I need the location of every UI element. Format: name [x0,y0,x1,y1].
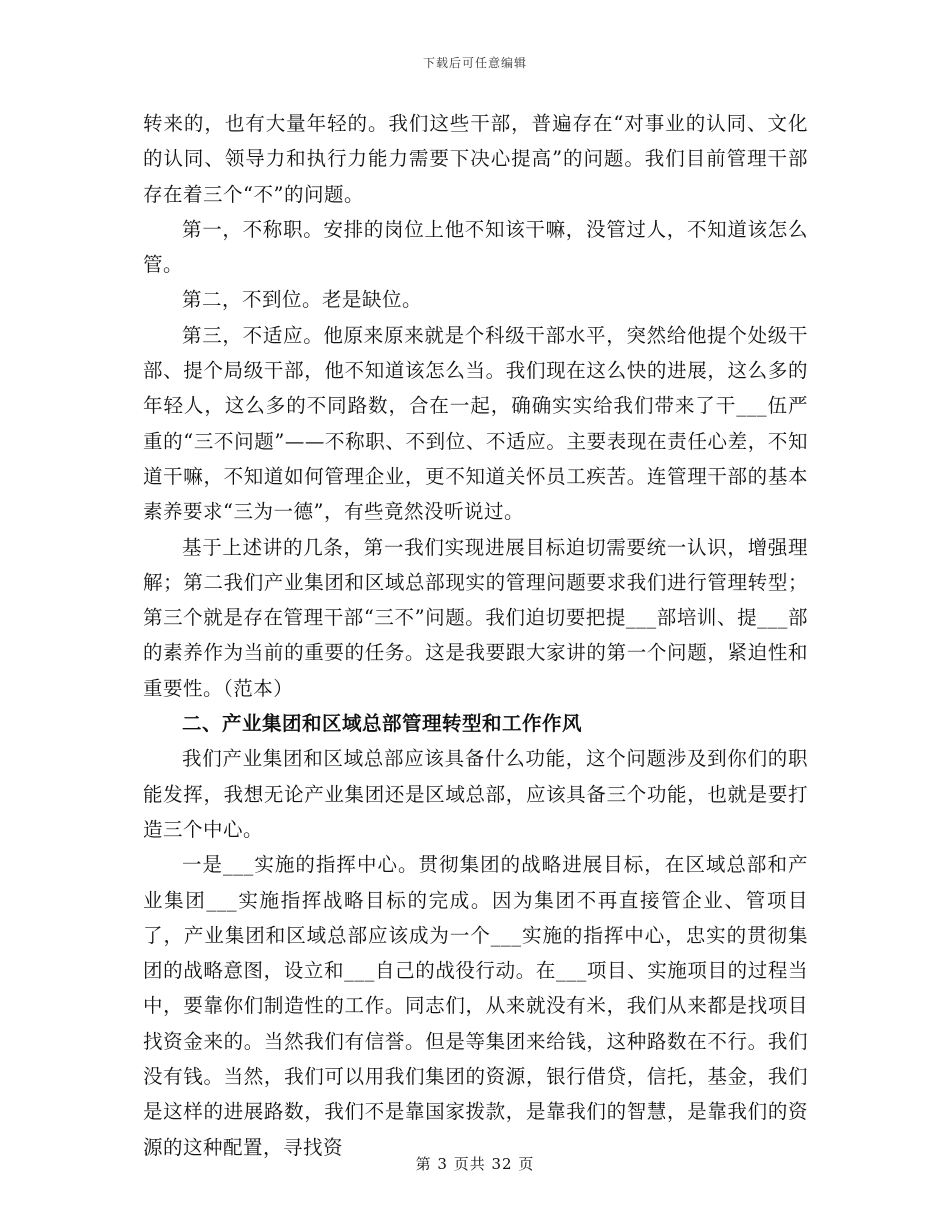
page-footer: 第 3 页共 32 页 [415,1155,535,1173]
document-body [143,106,808,1165]
paragraph-third-point: 第三，不适应。他原来原来就是个科级干部水平，突然给他提个处级干部、提个局级干部，他不知道该怎么当。我们现在这么快的进展，这么多的年轻人，这么多的不同路数，合在一起，确确实实给我们带来了干___伍严重的“三不问题”——不称职、不到位、不适应。主要表现在责任心差，不知道干嘛，不知道如何管理企业，更不知道关怀员工疾苦。连管理干部的基本素养要求“三为一德”，有些竟然没听说过。 [143,323,808,524]
paragraph-first-point: 第一，不称职。安排的岗位上他不知该干嘛，没管过人，不知道该怎么管。 [143,217,808,277]
paragraph-functions: 我们产业集团和区域总部应该具备什么功能，这个问题涉及到你们的职能发挥，我想无论产业集团还是区域总部，应该具备三个功能，也就是要打造三个中心。 [143,747,808,841]
paragraph-command-center: 一是___实施的指挥中心。贯彻集团的战略进展目标，在区域总部和产业集团___实施指挥战略目标的完成。因为集团不再直接管企业、管项目了，产业集团和区域总部应该成为一个___实施的指挥中心，忠实的贯彻集团的战略意图，设立和___自己的战役行动。在___项目、实施项目的过程当中，要靠你们制造性的工作。同志们，从来就没有米，我们从来都是找项目找资金来的。当然我们有信誉。但是等集团来给钱，这种路数在不行。我们没有钱。当然，我们可以用我们集团的资源，银行借贷，信托，基金，我们是这样的进展路数，我们不是靠国家拨款，是靠我们的智慧，是靠我们的资源的这种配置，寻找资 [143,853,808,1159]
section-heading: 二、产业集团和区域总部管理转型和工作作风 [182,712,583,736]
page-header: 下载后可任意编辑 [422,56,527,70]
paragraph-second-point: 第二，不到位。老是缺位。 [182,288,423,312]
paragraph-summary: 基于上述讲的几条，第一我们实现进展目标迫切需要统一认识，增强理解；第二我们产业集团和区域总部现实的管理问题要求我们进行管理转型；第三个就是存在管理干部“三不”问题。我们迫切要把提___部培训、提___部的素养作为当前的重要的任务。这是我要跟大家讲的第一个问题，紧迫性和重要性。（范本） [143,535,808,700]
paragraph-continuation: 转来的，也有大量年轻的。我们这些干部，普遍存在“对事业的认同、文化的认同、领导力和执行力能力需要下决心提高”的问题。我们目前管理干部存在着三个“不”的问题。 [143,112,808,206]
